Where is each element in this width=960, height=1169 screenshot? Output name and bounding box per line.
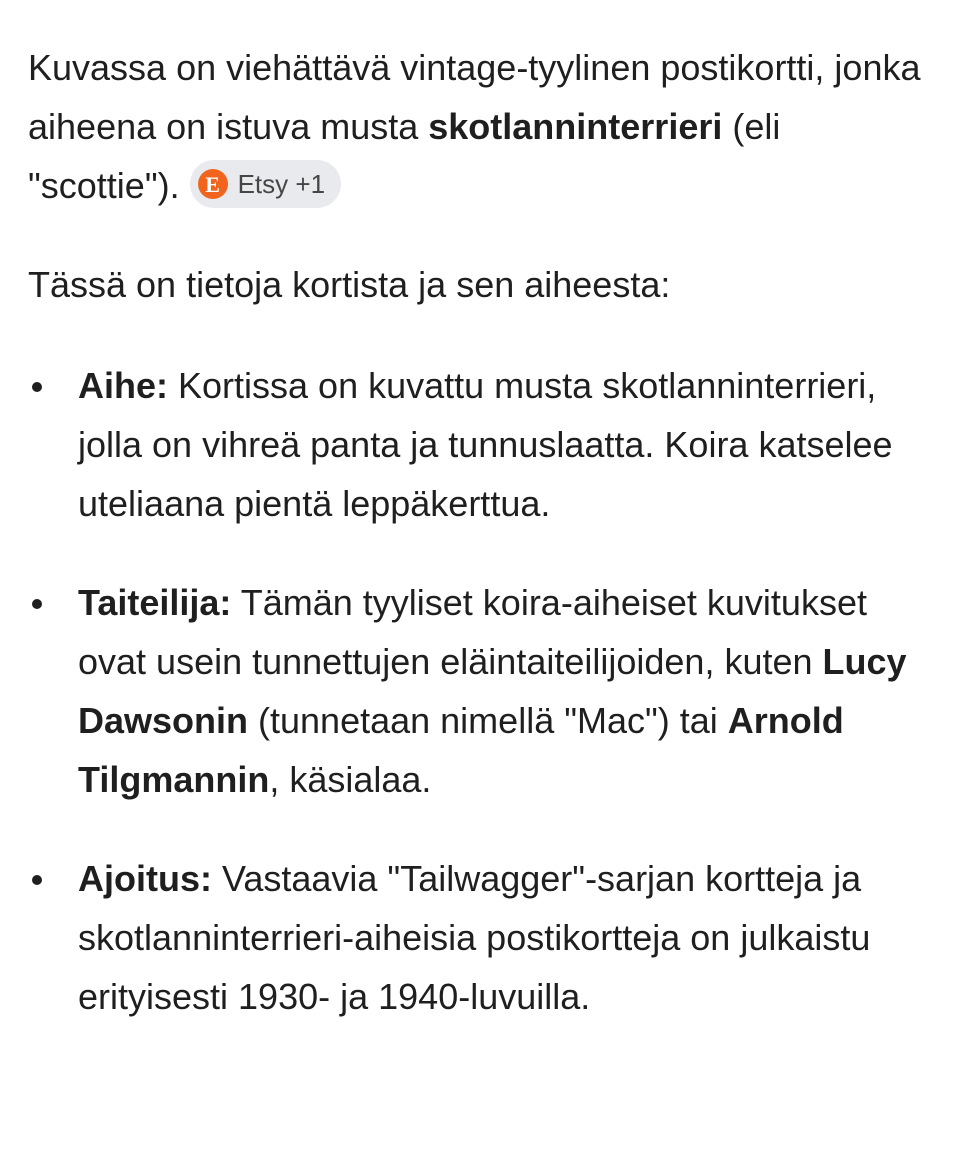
- list-item-aihe: [28, 356, 936, 533]
- list-item-taiteilija: [28, 573, 936, 809]
- intro-text-end: (eli "scottie").: [28, 106, 781, 206]
- list-item-body: (tunnetaan nimellä "Mac") tai: [248, 700, 728, 741]
- source-chip[interactable]: [190, 160, 341, 208]
- list-item-label: Aihe:: [78, 365, 168, 406]
- list-item-text: [78, 849, 936, 1026]
- intro-bold-term: skotlanninterrieri: [428, 106, 723, 147]
- list-item-label: Ajoitus:: [78, 858, 212, 899]
- list-item-text: [78, 356, 936, 533]
- bullet-list: [28, 356, 936, 1026]
- list-item-text: [78, 573, 936, 809]
- list-item-body: , käsialaa.: [269, 759, 432, 800]
- list-item-body: Tämän tyyliset koira-aiheiset kuvitukset ovat usein tunnettujen eläintaiteilijoiden, kuten: [78, 582, 867, 682]
- list-item-body: Kortissa on kuvattu musta skotlanninterrieri, jolla on vihreä panta ja tunnuslaatta. Koira katselee uteliaana pientä leppäkerttua.: [78, 365, 893, 524]
- list-item-body: Vastaavia "Tailwagger"-sarjan kortteja ja skotlanninterrieri-aiheisia postikortteja on julkaistu erityisesti 1930- ja 1940-luvuilla.: [78, 858, 871, 1017]
- list-item-ajoitus: [28, 849, 936, 1026]
- source-chip-label: Etsy +1: [237, 169, 326, 200]
- artist-name-tilgmann: Arnold Tilgmannin: [78, 700, 844, 800]
- etsy-logo-icon: E: [198, 169, 228, 199]
- intro-paragraph: [28, 38, 936, 215]
- list-item-label: Taiteilija:: [78, 582, 232, 623]
- lead-paragraph: Tässä on tietoja kortista ja sen aiheesta:: [28, 264, 671, 305]
- intro-text: Kuvassa on viehättävä vintage-tyylinen postikortti, jonka aiheena on istuva musta: [28, 47, 921, 147]
- artist-name-dawson: Lucy Dawsonin: [78, 641, 907, 741]
